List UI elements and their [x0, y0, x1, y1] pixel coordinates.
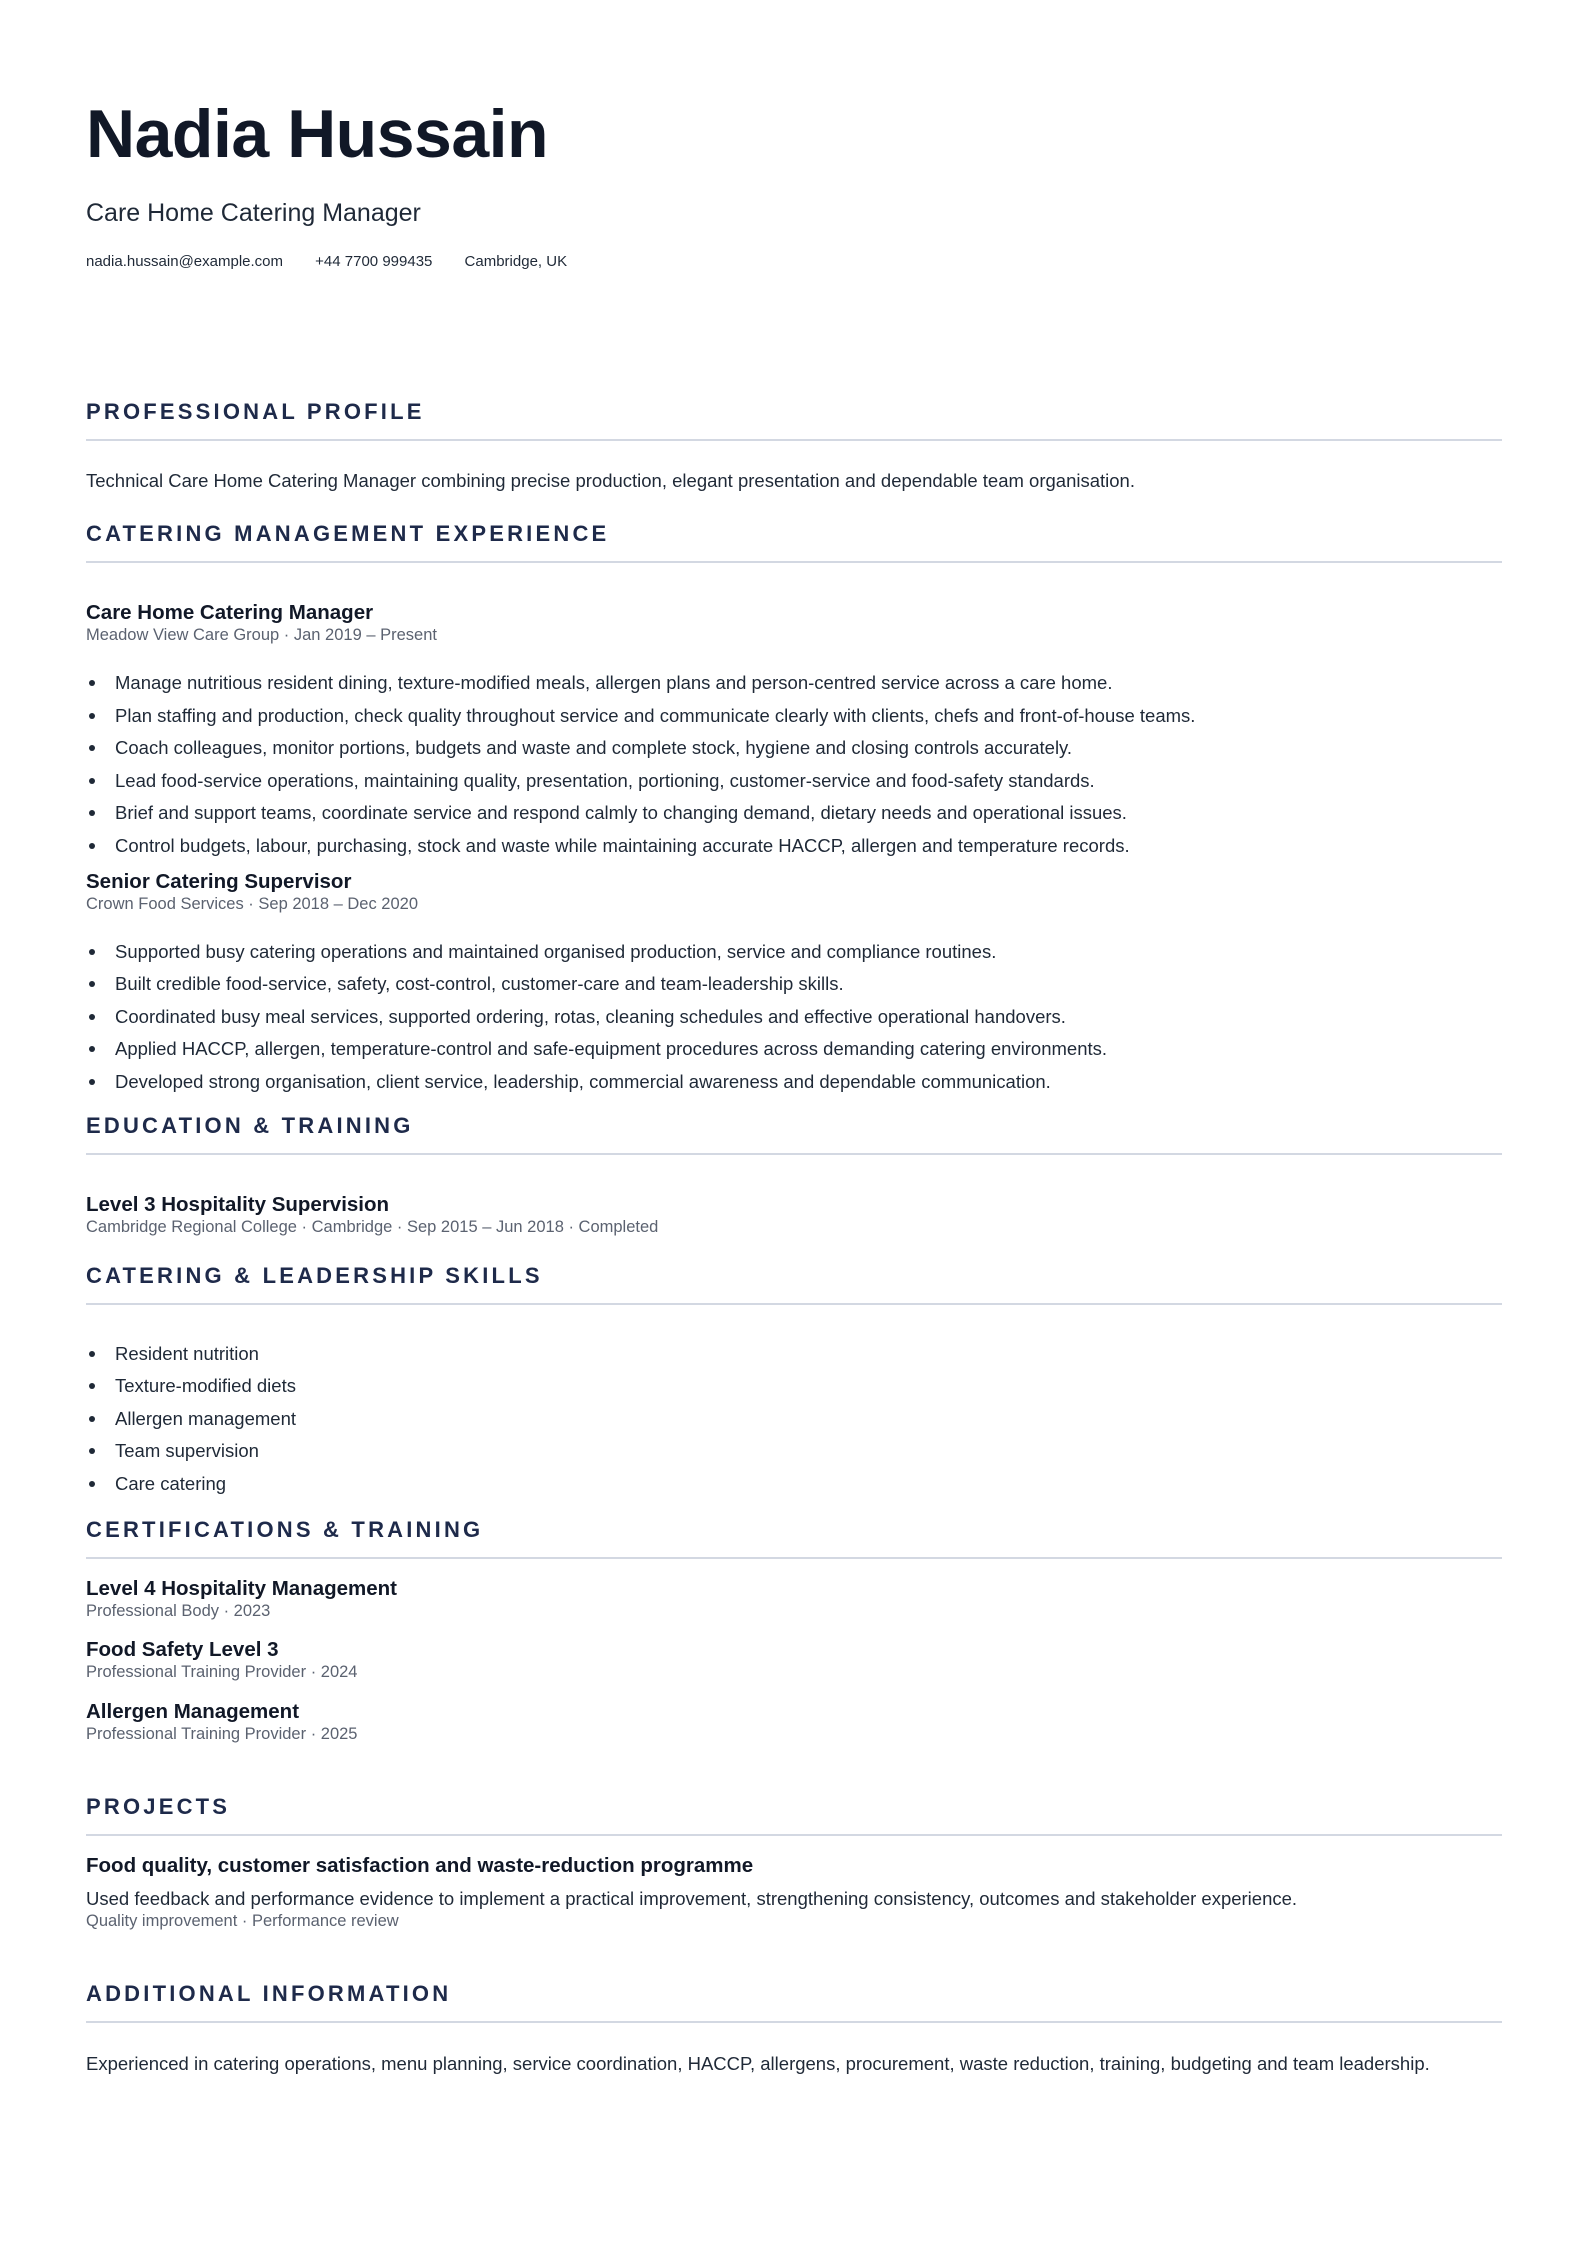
job-bullets — [86, 939, 1502, 1094]
section-heading: PROFESSIONAL PROFILE — [86, 399, 425, 424]
list-item: Manage nutritious resident dining, texture-modified meals, allergen plans and person-centred service across a care home. — [115, 670, 1502, 695]
contact-phone[interactable]: +44 7700 999435 — [315, 253, 433, 270]
job-meta: Meadow View Care Group · Jan 2019 – Present — [86, 626, 437, 644]
section-education — [86, 1112, 1502, 1238]
certification-entry — [86, 1577, 1502, 1622]
additional-text: Experienced in catering operations, menu planning, service coordination, HACCP, allergens, procurement, waste reduction, training, budgeting and team leadership. — [86, 2052, 1430, 2074]
section-heading: EDUCATION & TRAINING — [86, 1112, 414, 1138]
list-item: Supported busy catering operations and maintained organised production, service and compliance routines. — [115, 939, 1502, 964]
certification-title: Level 4 Hospitality Management — [86, 1576, 398, 1600]
list-item: Lead food-service operations, maintaining quality, presentation, portioning, customer-service and food-safety standards. — [115, 768, 1502, 793]
job-bullets — [86, 670, 1502, 858]
contact-location: Cambridge, UK — [464, 253, 568, 270]
list-item: Plan staffing and production, check quality throughout service and communicate clearly with clients, chefs and front-of-house teams. — [115, 703, 1502, 728]
job-entry — [86, 601, 1502, 858]
section-heading: CATERING MANAGEMENT EXPERIENCE — [86, 521, 610, 546]
section-divider — [86, 2021, 1502, 2023]
section-divider — [86, 561, 1502, 563]
section-heading: CATERING & LEADERSHIP SKILLS — [86, 1262, 543, 1288]
education-title: Level 3 Hospitality Supervision — [86, 1192, 390, 1216]
project-title: Food quality, customer satisfaction and waste-reduction programme — [86, 1853, 754, 1877]
list-item: Coordinated busy meal services, supported ordering, rotas, cleaning schedules and effective operational handovers. — [115, 1004, 1502, 1029]
list-item: Coach colleagues, monitor portions, budgets and waste and complete stock, hygiene and closing controls accurately. — [115, 735, 1502, 760]
skill-item: Texture-modified diets — [115, 1373, 1502, 1398]
list-item: Applied HACCP, allergen, temperature-control and safe-equipment procedures across demanding catering environments. — [115, 1036, 1502, 1061]
job-meta: Crown Food Services · Sep 2018 – Dec 2020 — [86, 894, 419, 913]
candidate-title: Care Home Catering Manager — [86, 199, 421, 227]
list-item: Brief and support teams, coordinate service and respond calmly to changing demand, dietary needs and operational issues. — [115, 800, 1502, 825]
section-divider — [86, 1303, 1502, 1305]
resume-header — [86, 92, 1502, 272]
profile-text: Technical Care Home Catering Manager combining precise production, elegant presentation and dependable team organisation. — [86, 470, 1135, 491]
section-heading: PROJECTS — [86, 1793, 231, 1819]
section-heading: CERTIFICATIONS & TRAINING — [86, 1516, 484, 1542]
section-certifications — [86, 1516, 1502, 1745]
list-item: Developed strong organisation, client service, leadership, commercial awareness and dependable communication. — [115, 1069, 1502, 1094]
section-divider — [86, 439, 1502, 441]
contact-email[interactable]: nadia.hussain@example.com — [86, 253, 283, 270]
section-divider — [86, 1557, 1502, 1559]
skill-item: Allergen management — [115, 1406, 1502, 1431]
certification-meta: Professional Training Provider · 2025 — [86, 1724, 358, 1743]
section-heading: ADDITIONAL INFORMATION — [86, 1980, 452, 2006]
section-divider — [86, 1834, 1502, 1836]
section-additional — [86, 1980, 1502, 2076]
certification-meta: Professional Training Provider · 2024 — [86, 1662, 358, 1681]
list-item: Built credible food-service, safety, cost-control, customer-care and team-leadership skills. — [115, 971, 1502, 996]
job-entry — [86, 870, 1502, 1094]
section-divider — [86, 1153, 1502, 1155]
section-profile — [86, 398, 1502, 493]
section-skills — [86, 1262, 1502, 1496]
certification-title: Allergen Management — [86, 1699, 300, 1723]
job-title: Senior Catering Supervisor — [86, 869, 352, 893]
project-meta: Quality improvement · Performance review — [86, 1911, 399, 1930]
certification-entry — [86, 1638, 1502, 1683]
section-experience — [86, 520, 1502, 1094]
project-text: Used feedback and performance evidence to implement a practical improvement, strengthening consistency, outcomes and stakeholder experience. — [86, 1887, 1298, 1909]
contact-line — [86, 252, 1502, 272]
job-title: Care Home Catering Manager — [86, 601, 374, 624]
section-projects — [86, 1793, 1502, 1932]
certification-entry — [86, 1700, 1502, 1745]
skills-list — [86, 1341, 1502, 1496]
education-meta: Cambridge Regional College · Cambridge · Sep 2015 – Jun 2018 · Completed — [86, 1217, 659, 1236]
certification-title: Food Safety Level 3 — [86, 1637, 279, 1661]
candidate-name: Nadia Hussain — [86, 96, 549, 172]
skill-item: Team supervision — [115, 1438, 1502, 1463]
certification-meta: Professional Body · 2023 — [86, 1601, 271, 1620]
list-item: Control budgets, labour, purchasing, stock and waste while maintaining accurate HACCP, allergen and temperature records. — [115, 833, 1502, 858]
skill-item: Care catering — [115, 1471, 1502, 1496]
skill-item: Resident nutrition — [115, 1341, 1502, 1366]
